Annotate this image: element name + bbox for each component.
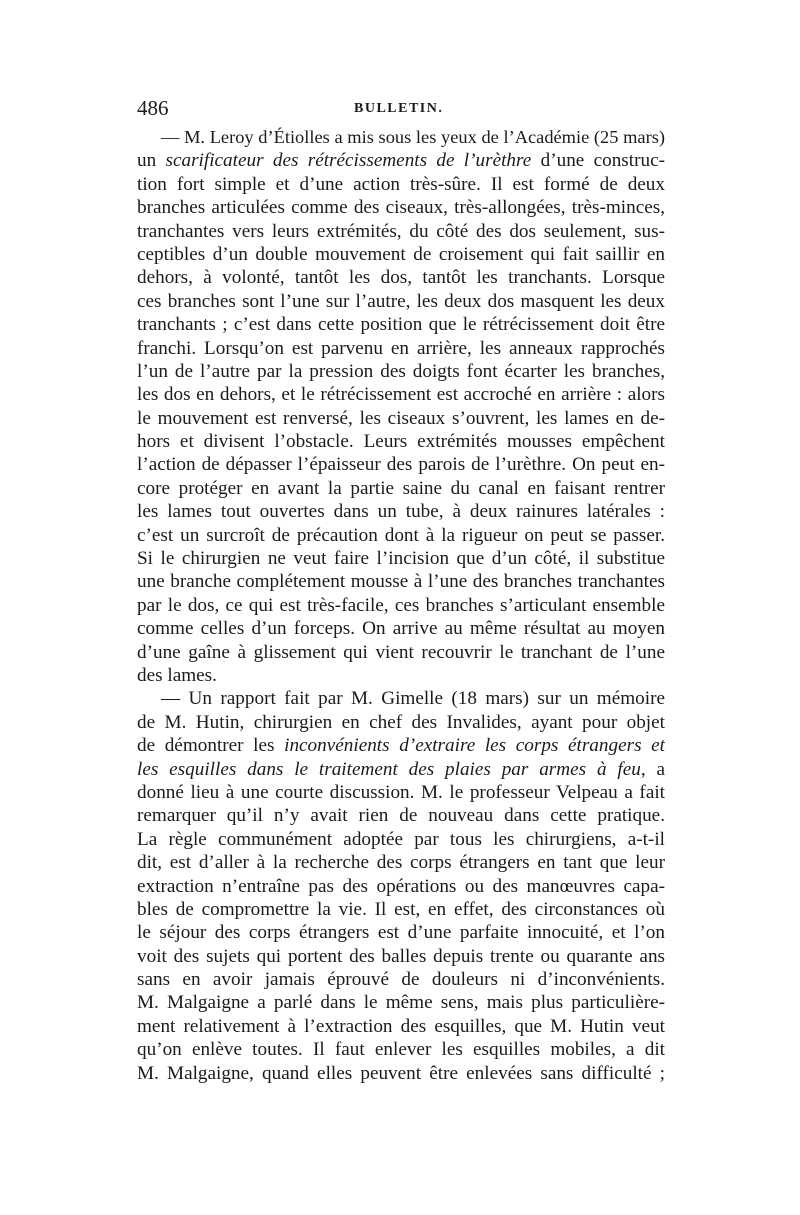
text-line [137,758,665,781]
text-line [137,383,665,406]
text-line [137,570,665,593]
text-line [137,711,665,734]
line-text: de démontrer les [137,735,285,757]
text-line [137,781,665,804]
line-text: remarquer qu’il n’y avait rien de nouveau dans cette pratique. [137,805,665,827]
text-line [137,1062,665,1085]
text-line [137,547,665,570]
text-line [137,477,665,500]
running-title: BULLETIN. [354,101,444,116]
text-line [137,430,665,453]
line-text: hors et divisent l’obstacle. Leurs extrémités mousses empêchent [137,431,665,453]
line-text: une branche complétement mousse à l’une des branches tranchantes [137,571,665,593]
text-line [137,266,665,289]
line-text: core protéger en avant la partie saine du canal en faisant rentrer [137,477,665,499]
line-text: le mouvement est renversé, les ciseaux s’ouvrent, les lames en de- [137,407,665,429]
line-text: tranchantes vers leurs extrémités, du côté des dos seulement, sus- [137,220,665,242]
line-text: l’un de l’autre par la pression des doigts font écarter les branches, [137,360,665,382]
line-text: un [137,150,166,172]
text-line [137,220,665,243]
line-text: d’une gaîne à glissement qui vient recouvrir le tranchant de l’une [137,641,665,663]
line-text: M. Malgaigne a parlé dans le même sens, mais plus particulière- [137,992,665,1014]
line-text: des lames. [137,664,217,686]
line-text: ces branches sont l’une sur l’autre, les deux dos masquent les deux [137,290,665,312]
line-text: tranchants ; c’est dans cette position que le rétrécissement doit être [137,314,665,336]
line-text: les lames tout ouvertes dans un tube, à deux rainures latérales : [137,501,665,523]
text-line [137,851,665,874]
line-text: par le dos, ce qui est très-facile, ces branches s’articulant ensemble [137,594,665,616]
line-text: le séjour des corps étrangers est d’une parfaite innocuité, et l’on [137,922,665,944]
line-text: dit, est d’aller à la recherche des corps étrangers en tant que leur [137,852,665,874]
text-line [137,126,665,149]
line-text: qu’on enlève toutes. Il faut enlever les esquilles mobiles, a dit [137,1039,665,1061]
line-text: l’action de dépasser l’épaisseur des parois de l’urèthre. On peut en- [137,454,665,476]
line-text: ment relativement à l’extraction des esquilles, que M. Hutin veut [137,1015,665,1037]
text-line [137,641,665,664]
line-text: c’est un surcroît de précaution dont à la rigueur on peut se passer. [137,524,665,546]
line-text: donné lieu à une courte discussion. M. le professeur Velpeau a fait [137,781,665,803]
line-text: , a [640,758,665,780]
text-line [137,453,665,476]
text-line [137,173,665,196]
text-line [137,337,665,360]
text-line [137,968,665,991]
line-text: — Un rapport fait par M. Gimelle (18 mars) sur un mémoire [161,688,665,710]
line-text: ceptibles d’un double mouvement de croisement qui fait saillir en [137,243,665,265]
line-text: voit des sujets qui portent des balles depuis trente ou quarante ans [137,945,665,967]
text-line [137,407,665,430]
text-line [137,524,665,547]
line-text: M. Malgaigne, quand elles peuvent être enlevées sans difficulté ; [137,1062,665,1084]
line-text: franchi. Lorsqu’on est parvenu en arrière, les anneaux rapprochés [137,337,665,359]
line-text: sans en avoir jamais éprouvé de douleurs ni d’inconvénients. [137,969,665,991]
line-text: branches articulées comme des ciseaux, très-allongées, très-minces, [137,197,665,219]
text-line [137,1038,665,1061]
page-number: 486 [137,96,169,120]
text-line [137,921,665,944]
italic-phrase: inconvénients d’extraire les corps étrangers et [284,735,665,757]
text-line [137,898,665,921]
text-line [137,196,665,219]
text-line [137,594,665,617]
text-line [137,149,665,172]
line-text: de M. Hutin, chirurgien en chef des Invalides, ayant pour objet [137,711,665,733]
line-text: Si le chirurgien ne veut faire l’incision que d’un côté, il substitue [137,548,665,570]
text-line [137,734,665,757]
text-line [137,1015,665,1038]
line-text: — M. Leroy d’Étiolles a mis sous les yeux de l’Académie (25 mars) [161,127,665,147]
text-line [137,617,665,640]
text-line [137,664,665,687]
text-line [137,243,665,266]
italic-phrase: scarificateur des rétrécissements de l’urèthre [165,150,532,172]
text-line [137,360,665,383]
line-text: bles de compromettre la vie. Il est, en effet, des circonstances où [137,898,665,920]
italic-phrase: les esquilles dans le traitement des plaies par armes à feu [137,758,641,780]
text-line [137,804,665,827]
text-line [137,687,665,710]
line-text: dehors, à volonté, tantôt les dos, tantôt les tranchants. Lorsque [137,267,665,289]
text-line [137,875,665,898]
body-text [137,126,665,1085]
page-header [137,96,665,120]
line-text: extraction n’entraîne pas des opérations ou des manœuvres capa- [137,875,665,897]
text-line [137,313,665,336]
text-line [137,945,665,968]
line-text: les dos en dehors, et le rétrécissement est accroché en arrière : alors [137,384,665,406]
line-text: La règle communément adoptée par tous les chirurgiens, a-t-il [137,828,665,850]
text-line [137,290,665,313]
line-text: comme celles d’un forceps. On arrive au même résultat au moyen [137,618,665,640]
text-line [137,828,665,851]
text-line [137,500,665,523]
line-text: tion fort simple et d’une action très-sûre. Il est formé de deux [137,173,665,195]
text-line [137,991,665,1014]
line-text: d’une construc- [531,150,665,172]
